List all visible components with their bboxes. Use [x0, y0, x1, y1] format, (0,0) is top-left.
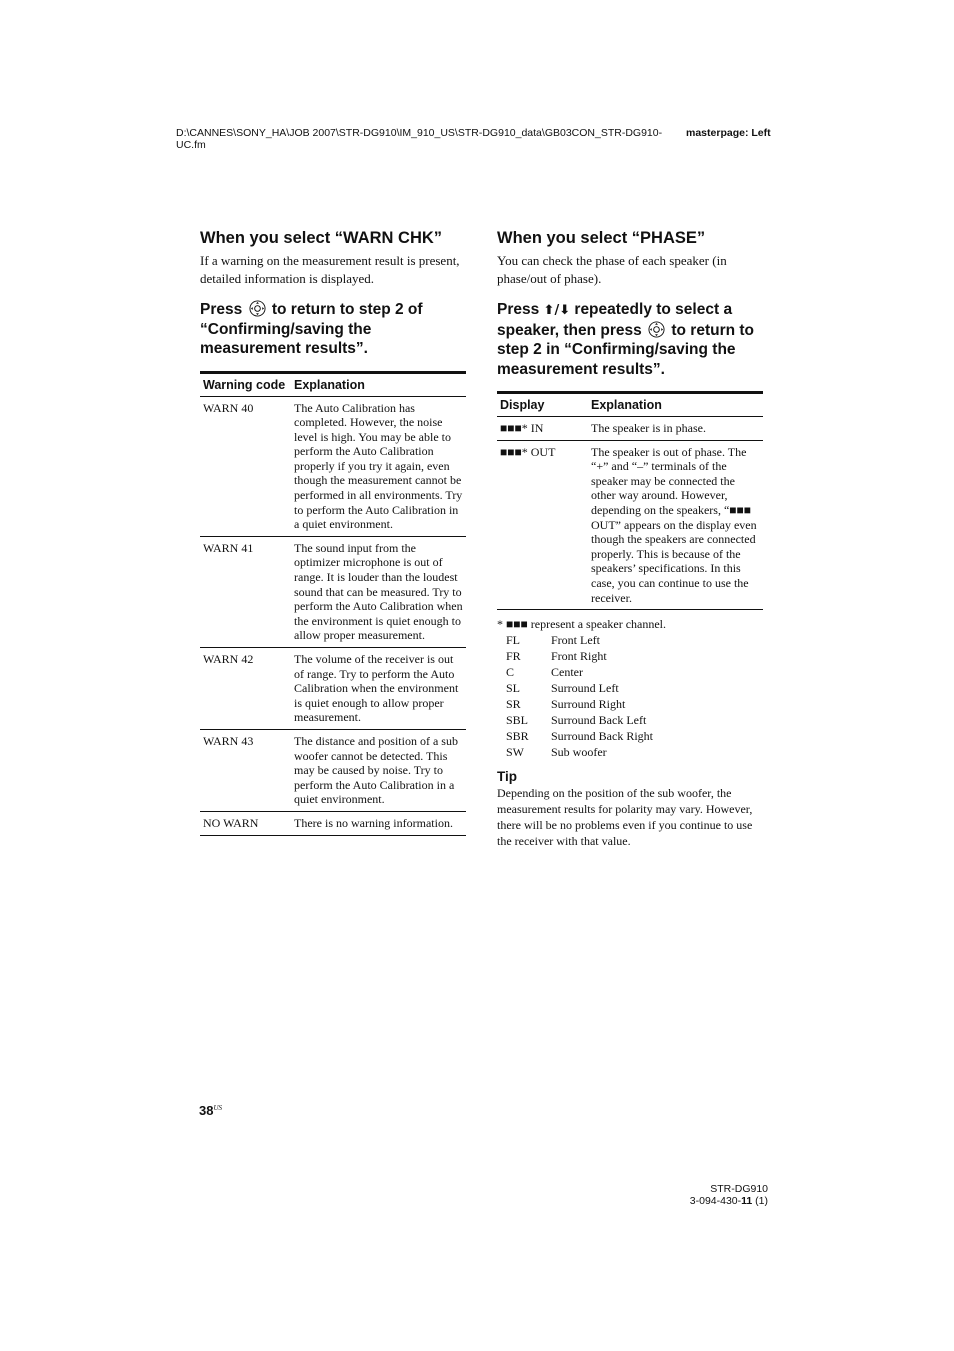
header-file-path: D:\CANNES\SONY_HA\JOB 2007\STR-DG910\IM_910_US\STR-DG910_data\GB03CON_STR-DG910-UC.fm — [176, 127, 663, 151]
list-item — [506, 728, 763, 744]
channel-code: SL — [506, 681, 521, 696]
list-item — [506, 648, 763, 664]
right-column — [497, 228, 763, 849]
channel-name: Sub woofer — [551, 745, 607, 760]
note-star: * — [497, 617, 503, 632]
phase-intro: You can check the phase of each speaker (in phase/out of phase). — [497, 253, 727, 286]
warning-code-table — [200, 371, 466, 836]
channel-note — [497, 616, 763, 632]
phase-explanation: The speaker is in phase. — [588, 417, 763, 441]
channel-code: SW — [506, 745, 524, 760]
table-row — [497, 417, 763, 441]
footer-model: STR-DG910 — [710, 1183, 768, 1195]
table-row — [497, 440, 763, 610]
phase-heading: When you select “PHASE” — [497, 229, 706, 247]
channel-code: FR — [506, 649, 521, 664]
warning-code: WARN 42 — [200, 648, 291, 730]
footer-model-info — [670, 1183, 768, 1207]
warning-explanation: The Auto Calibration has completed. However, the noise level is high. You may be able to perform the Auto Calibration properly if you try it again, even though the measurement cannot be performed in all environments. Try to perform the Auto Calibration in a quiet environment. — [291, 396, 466, 536]
col-header-warning-code: Warning code — [200, 372, 291, 396]
col-header-explanation: Explanation — [588, 393, 763, 417]
list-item — [506, 696, 763, 712]
header-masterpage: masterpage: Left — [686, 127, 771, 139]
channel-squares-icon: ■■■ — [729, 502, 752, 517]
tip-text: Depending on the position of the sub woofer, the measurement results for polarity may vary. However, there will be no problems even if you continue to use the receiver with that value. — [497, 786, 753, 849]
channel-name: Surround Left — [551, 681, 619, 696]
page-number-suffix: US — [213, 1104, 223, 1112]
warning-code: NO WARN — [200, 811, 291, 835]
phase-display-code: * IN — [521, 421, 544, 435]
warn-chk-intro: If a warning on the measurement result is present, detailed information is displayed. — [200, 253, 460, 286]
page-number: $38^{US}$ — [199, 1103, 223, 1118]
list-item — [506, 664, 763, 680]
channel-squares-icon: ■■■ — [506, 617, 528, 632]
list-item — [506, 680, 763, 696]
list-item — [506, 744, 763, 760]
warning-explanation: The distance and position of a sub woofer cannot be detected. This may be caused by noise. Try to perform the Auto Calibration in a quiet environment. — [291, 729, 466, 811]
channel-name: Center — [551, 665, 583, 680]
channel-squares-icon: ■■■ — [500, 421, 522, 435]
warn-chk-heading: When you select “WARN CHK” — [200, 229, 443, 247]
enter-button-icon — [648, 321, 665, 338]
phase-display — [497, 440, 588, 610]
warning-code: WARN 43 — [200, 729, 291, 811]
warning-explanation: The volume of the receiver is out of range. Try to perform the Auto Calibration when the environment is quiet enough to allow proper measurement. — [291, 648, 466, 730]
enter-button-icon — [249, 300, 266, 317]
up-down-arrow-icon: ⬆/⬇ — [543, 303, 571, 318]
channel-name: Surround Back Left — [551, 713, 647, 728]
step-return-text: to return to step 2 of “Confirming/saving the measurement results”. — [200, 301, 423, 357]
step-return-text: to return to step 2 in “Confirming/saving the measurement results”. — [497, 321, 755, 378]
list-item — [506, 632, 763, 648]
table-row — [200, 729, 466, 811]
note-text: represent a speaker channel. — [530, 617, 667, 632]
col-header-explanation: Explanation — [291, 372, 466, 396]
table-row — [200, 536, 466, 647]
channel-code: FL — [506, 633, 521, 648]
step-select-text: repeatedly to select a speaker, then press — [497, 301, 733, 339]
channel-code: SBL — [506, 713, 529, 728]
warning-code: WARN 41 — [200, 536, 291, 647]
table-row — [200, 396, 466, 536]
footer-code: 3-094-430-11 (1) — [689, 1195, 768, 1207]
phase-display — [497, 417, 588, 441]
warning-explanation: There is no warning information. — [291, 811, 466, 835]
channel-squares-icon: ■■■ — [500, 444, 522, 459]
step-press-label: Press — [497, 301, 540, 318]
table-row — [200, 648, 466, 730]
channel-name: Front Left — [551, 633, 600, 648]
warn-chk-step — [200, 300, 466, 359]
table-row — [200, 811, 466, 835]
channel-list — [506, 632, 763, 760]
warning-code: WARN 40 — [200, 396, 291, 536]
warning-explanation: The sound input from the optimizer microphone is out of range. It is louder than the loudest sound that can be measured. Try to perform the Auto Calibration when the environment is quiet enough to allow proper measurement. — [291, 536, 466, 647]
tip-heading: Tip — [497, 769, 517, 785]
channel-name: Surround Back Right — [551, 729, 653, 744]
phase-explanation: The speaker is out of phase. The “+” and “–” terminals of the speaker may be connected the other way around. However, depending on the speakers, “■■■ OUT” appears on the display even though the speakers are connected properly. This is because of the speakers’ specifications. In this case, you can continue to use the receiver. — [588, 440, 763, 610]
channel-name: Front Right — [551, 649, 607, 664]
channel-code: C — [506, 665, 515, 680]
phase-display-code: * OUT — [521, 444, 556, 459]
col-header-display: Display — [497, 393, 588, 417]
phase-step — [497, 300, 763, 379]
channel-code: SR — [506, 697, 521, 712]
step-press-label: Press — [200, 301, 243, 318]
channel-code: SBR — [506, 729, 529, 744]
list-item — [506, 712, 763, 728]
left-column — [200, 228, 466, 836]
channel-name: Surround Right — [551, 697, 626, 712]
phase-table — [497, 391, 763, 610]
